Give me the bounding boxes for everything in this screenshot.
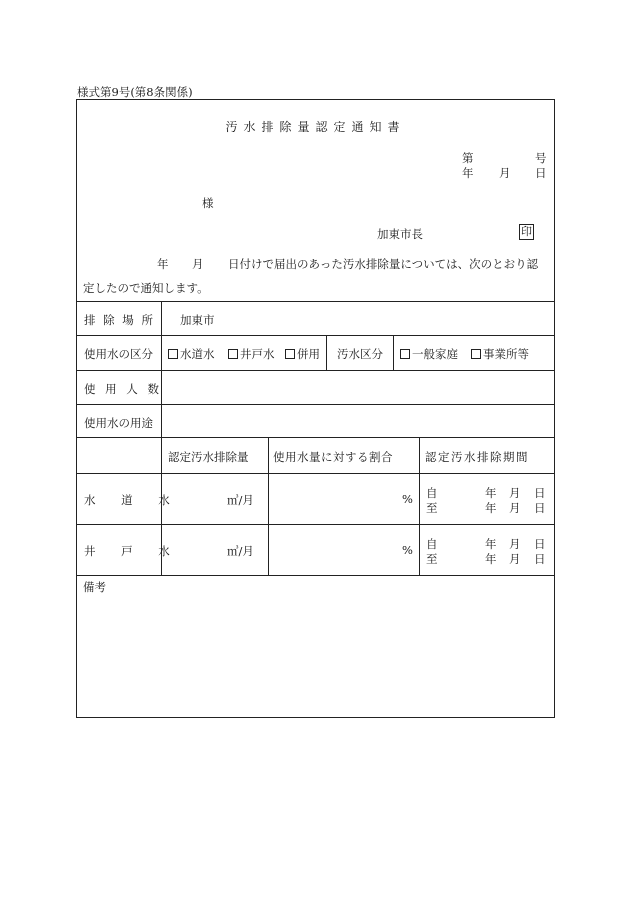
seal-mark bbox=[519, 224, 534, 240]
water-option-combined-label: 併用 bbox=[297, 347, 320, 361]
grid-line bbox=[77, 575, 554, 576]
header-certified-period: 認定汚水排除期間 bbox=[425, 450, 529, 464]
row-well-from-month: 月 bbox=[509, 537, 521, 551]
grid-line bbox=[77, 301, 554, 302]
header-usage-ratio: 使用水量に対する割合 bbox=[273, 450, 393, 464]
row-well-to: 至 bbox=[426, 552, 438, 566]
row-well-from-day: 日 bbox=[534, 537, 546, 551]
body-text-line-2: 定したので通知します。 bbox=[83, 281, 209, 295]
form-number-label: 様式第9号(第8条関係) bbox=[77, 85, 193, 99]
checkbox-icon bbox=[228, 349, 238, 359]
row-well-from-year: 年 bbox=[485, 537, 497, 551]
checkbox-icon bbox=[471, 349, 481, 359]
row-tap-to-day: 日 bbox=[534, 501, 546, 515]
seal-label: 印 bbox=[521, 225, 532, 238]
grid-line bbox=[77, 524, 554, 525]
location-label: 排 除 場 所 bbox=[84, 313, 155, 327]
row-tap-unit: ㎥/月 bbox=[227, 493, 254, 507]
row-tap-percent: % bbox=[402, 492, 413, 506]
row-tap-to: 至 bbox=[426, 501, 438, 515]
grid-line bbox=[268, 437, 269, 575]
row-well-to-month: 月 bbox=[509, 552, 521, 566]
sewage-option-business[interactable] bbox=[471, 346, 529, 362]
water-option-tap[interactable] bbox=[168, 346, 215, 362]
checkbox-icon bbox=[400, 349, 410, 359]
row-tap-to-year: 年 bbox=[485, 501, 497, 515]
row-tap-from-month: 月 bbox=[509, 486, 521, 500]
grid-line bbox=[161, 301, 162, 575]
location-value: 加東市 bbox=[180, 313, 215, 327]
users-label: 使 用 人 数 bbox=[84, 382, 162, 396]
sewage-option-household[interactable] bbox=[400, 346, 458, 362]
issuer-name: 加東市長 bbox=[377, 227, 423, 241]
water-option-well[interactable] bbox=[228, 346, 275, 362]
grid-line bbox=[77, 437, 554, 438]
addressee-honorific: 様 bbox=[202, 196, 214, 210]
document-title: 汚水排除量認定通知書 bbox=[225, 120, 406, 134]
water-option-combined[interactable] bbox=[285, 346, 320, 362]
row-well-to-day: 日 bbox=[534, 552, 546, 566]
water-option-well-label: 井戸水 bbox=[240, 347, 275, 361]
row-tap-label: 水 道 水 bbox=[84, 493, 181, 507]
row-tap-to-month: 月 bbox=[509, 501, 521, 515]
body-year: 年 bbox=[157, 257, 169, 271]
document-number-suffix: 号 bbox=[535, 151, 547, 165]
grid-line bbox=[326, 335, 327, 370]
water-option-tap-label: 水道水 bbox=[180, 347, 215, 361]
body-text-line-1: 日付けで届出のあった汚水排除量については、次のとおり認 bbox=[228, 257, 539, 271]
row-well-unit: ㎥/月 bbox=[227, 544, 254, 558]
grid-line bbox=[77, 473, 554, 474]
purpose-label: 使用水の用途 bbox=[84, 416, 153, 430]
checkbox-icon bbox=[285, 349, 295, 359]
row-well-percent: % bbox=[402, 543, 413, 557]
body-month: 月 bbox=[192, 257, 204, 271]
grid-line bbox=[419, 437, 420, 575]
notice-form bbox=[76, 99, 555, 718]
date-day: 日 bbox=[535, 166, 547, 180]
date-month: 月 bbox=[499, 166, 511, 180]
row-tap-from-day: 日 bbox=[534, 486, 546, 500]
grid-line bbox=[393, 335, 394, 370]
header-certified-volume: 認定汚水排除量 bbox=[168, 450, 249, 464]
row-well-from: 自 bbox=[426, 537, 438, 551]
sewage-class-label: 汚水区分 bbox=[337, 347, 383, 361]
document-number-prefix: 第 bbox=[462, 151, 474, 165]
row-well-label: 井 戸 水 bbox=[84, 544, 181, 558]
water-type-label: 使用水の区分 bbox=[84, 347, 153, 361]
grid-line bbox=[77, 370, 554, 371]
sewage-option-household-label: 一般家庭 bbox=[412, 347, 458, 361]
row-well-to-year: 年 bbox=[485, 552, 497, 566]
remarks-label: 備考 bbox=[83, 580, 106, 594]
checkbox-icon bbox=[168, 349, 178, 359]
row-tap-from-year: 年 bbox=[485, 486, 497, 500]
sewage-option-business-label: 事業所等 bbox=[483, 347, 529, 361]
grid-line bbox=[77, 335, 554, 336]
date-year: 年 bbox=[462, 166, 474, 180]
grid-line bbox=[77, 404, 554, 405]
row-tap-from: 自 bbox=[426, 486, 438, 500]
